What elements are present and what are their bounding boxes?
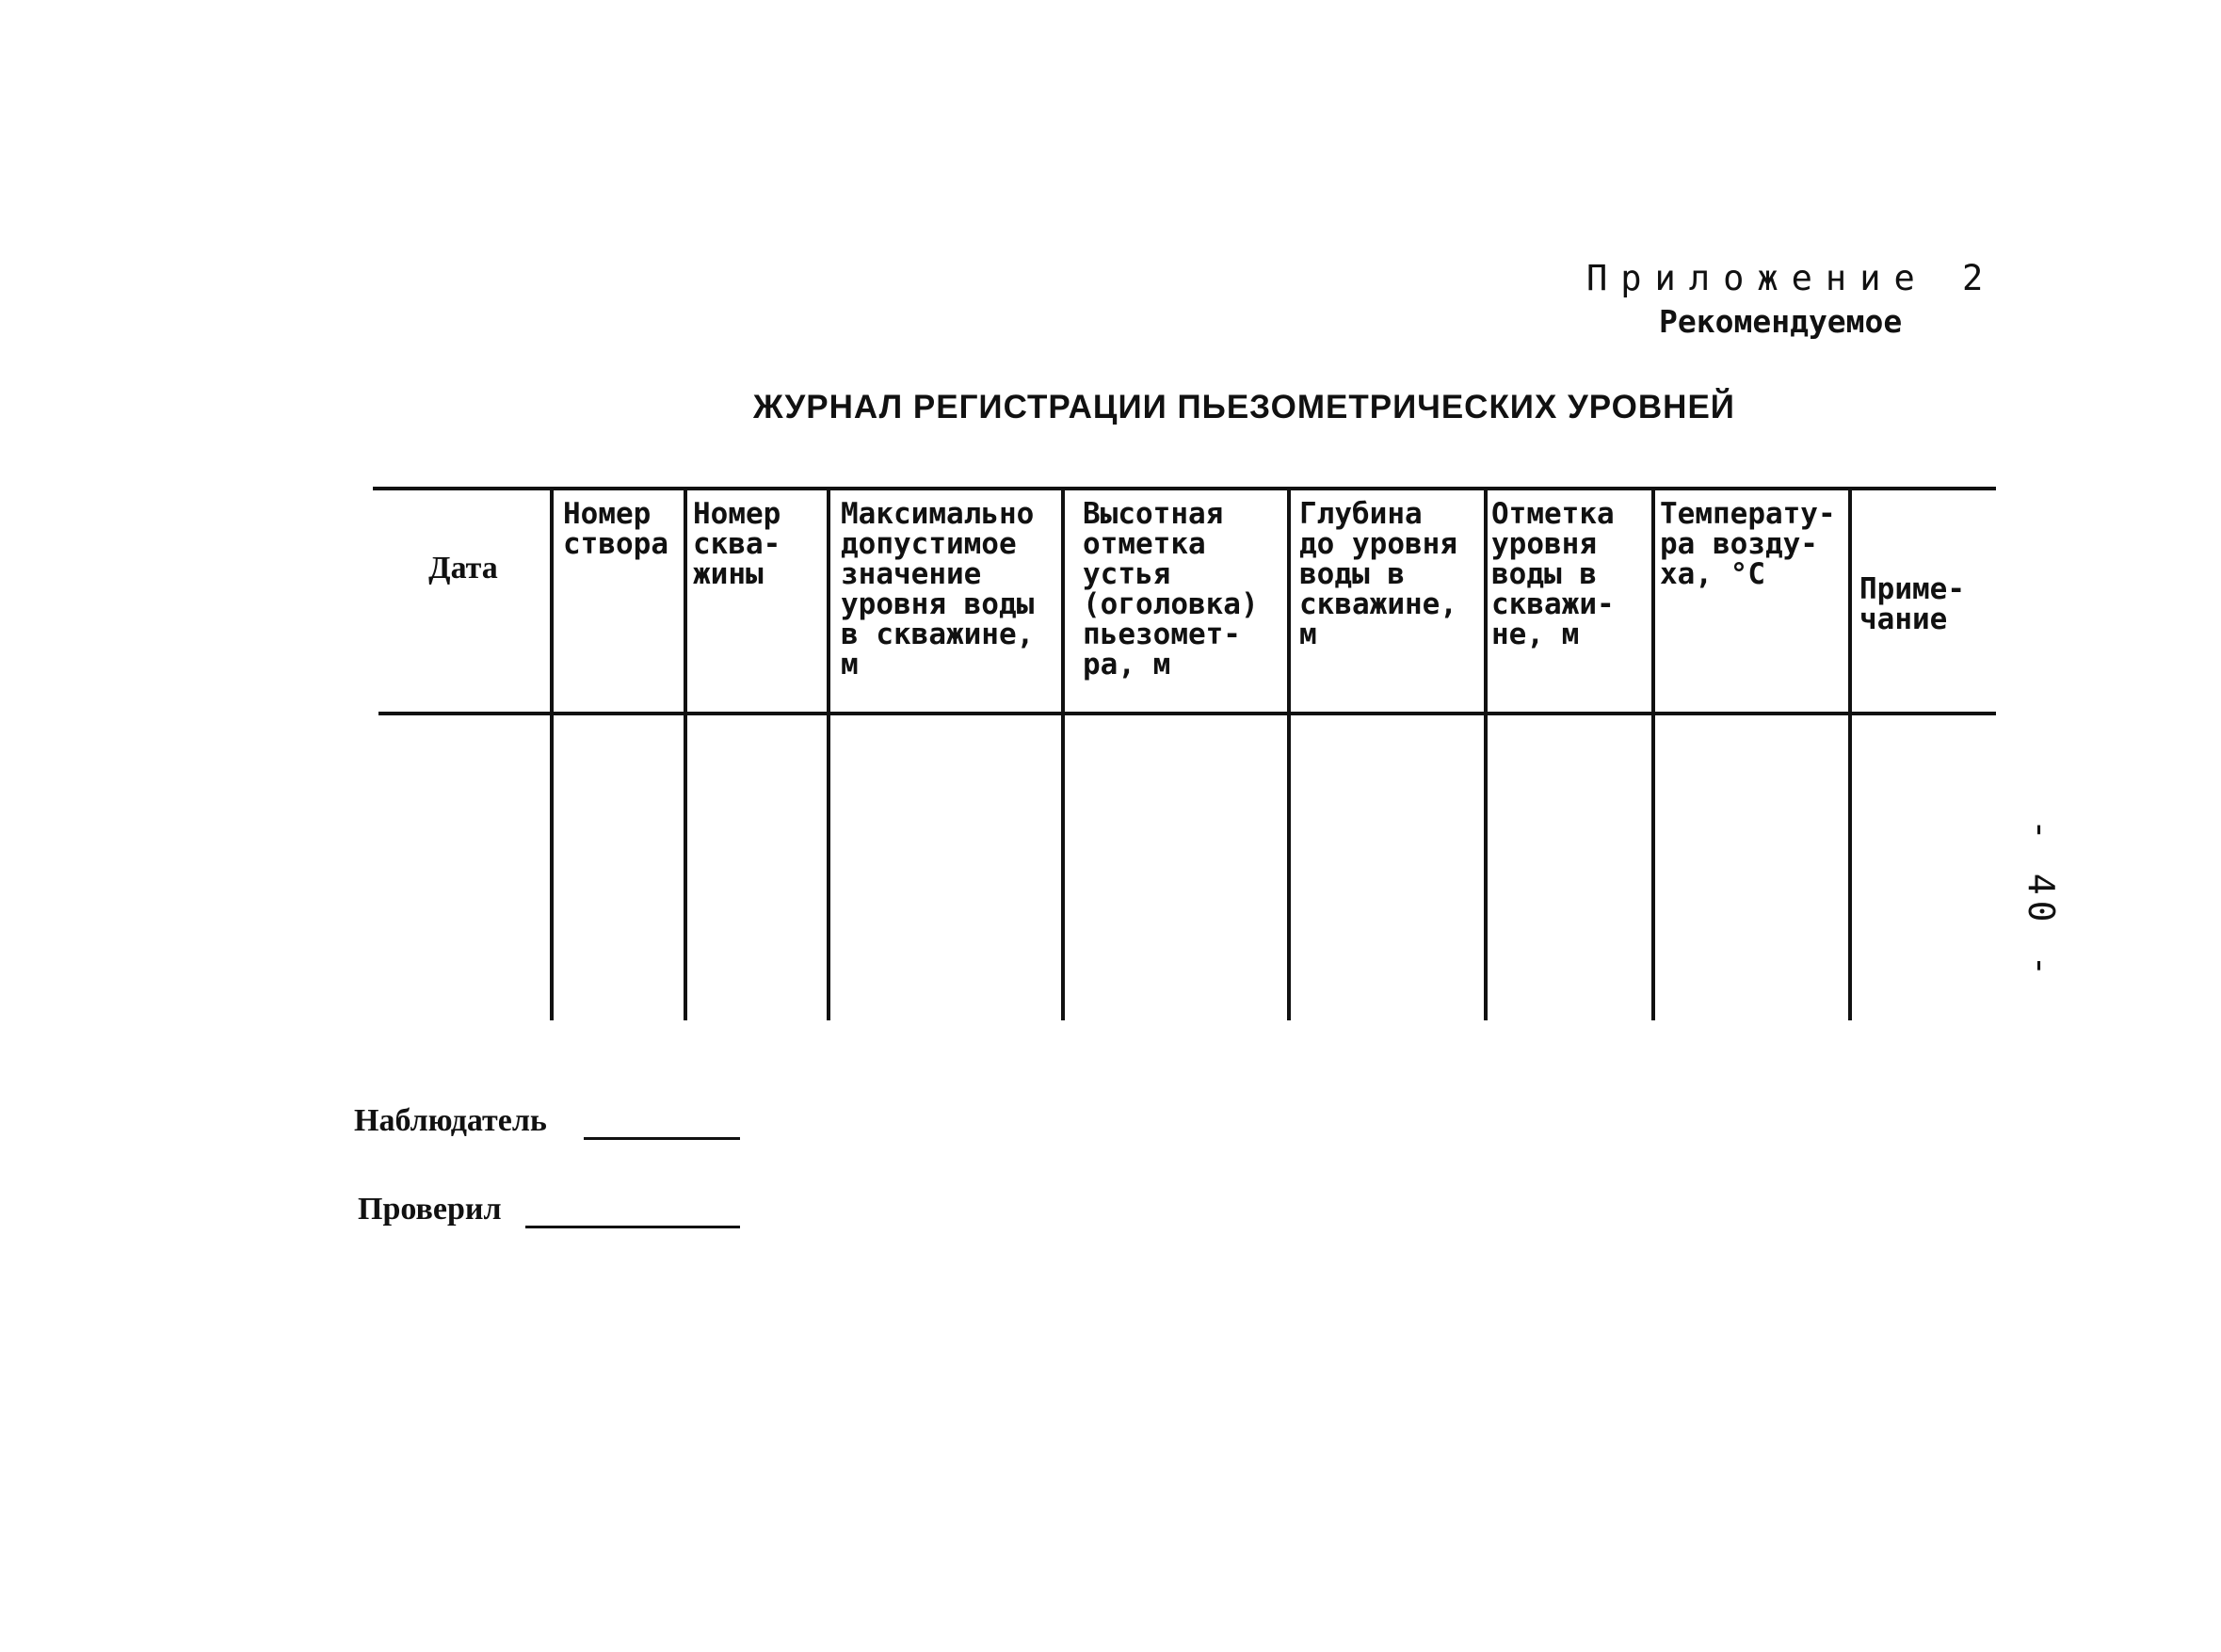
column-divider [1287, 487, 1291, 1020]
header-air-temperature: Температу- ра возду- ха, °С [1660, 497, 1836, 591]
page-number: - 40 - [2020, 819, 2062, 983]
appendix-subtitle: Рекомендуемое [1659, 303, 1903, 340]
column-divider [684, 487, 687, 1020]
header-max-level: Максимально допустимое значение уровня воды в скважине, м [841, 497, 1035, 682]
document-title: ЖУРНАЛ РЕГИСТРАЦИИ ПЬЕЗОМЕТРИЧЕСКИХ УРОВНЕЙ [753, 389, 1735, 425]
header-date: Дата [428, 551, 498, 585]
column-divider [1651, 487, 1655, 1020]
table-top-rule [373, 487, 1996, 490]
header-depth: Глубина до уровня воды в скважине, м [1299, 497, 1457, 651]
observer-label: Наблюдатель [354, 1103, 547, 1138]
header-section-number: Номер створа [563, 497, 668, 561]
header-head-elevation: Высотная отметка устья (оголовка) пьезомет- ра, м [1083, 497, 1259, 682]
checked-label: Проверил [358, 1192, 502, 1227]
column-divider [1484, 487, 1488, 1020]
header-well-number: Номер сква- жины [693, 497, 781, 591]
table-header-rule [378, 712, 1996, 715]
appendix-title: Приложение 2 [1586, 258, 1997, 298]
header-note: Приме- чание [1859, 572, 1965, 636]
observer-signature-line[interactable] [584, 1137, 740, 1140]
column-divider [1848, 487, 1852, 1020]
column-divider [550, 487, 554, 1020]
column-divider [1061, 487, 1065, 1020]
checked-signature-line[interactable] [525, 1226, 740, 1228]
column-divider [827, 487, 830, 1020]
header-water-level: Отметка уровня воды в скважи- не, м [1491, 497, 1615, 651]
